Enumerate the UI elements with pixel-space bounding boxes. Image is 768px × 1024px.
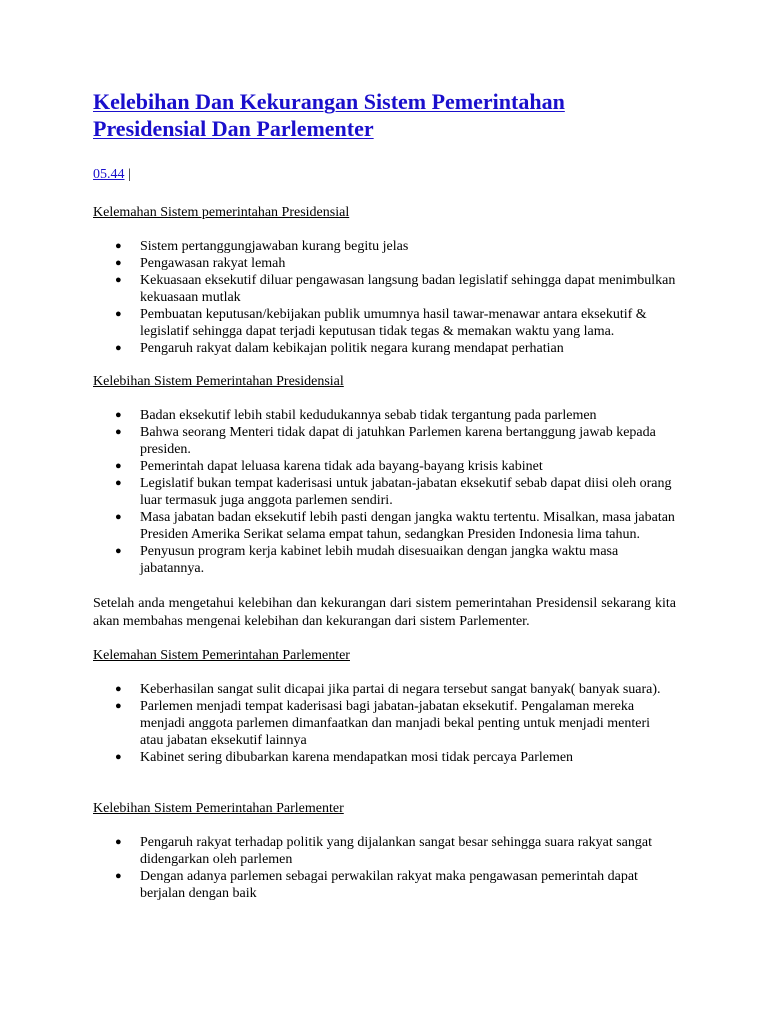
section-heading: Kelemahan Sistem pemerintahan Presidensial <box>93 205 350 220</box>
bullet-icon: ● <box>115 836 122 848</box>
list-item: ● Sistem pertanggungjawaban kurang begitu jelas <box>115 239 409 254</box>
title-link[interactable]: Kelebihan Dan Kekurangan Sistem Pemerintahan Presidensial Dan Parlementer <box>93 89 565 141</box>
list-item: ● Masa jabatan badan eksekutif lebih pasti dengan jangka waktu tertentu. Misalkan, masa jabatan Presiden Amerika Serikat selama empat tahun, sedangkan Presiden Indonesia lima tahun. <box>115 510 675 542</box>
bullet-icon: ● <box>115 342 122 354</box>
list-item: ● Pembuatan keputusan/kebijakan publik umumnya hasil tawar-menawar antara eksekutif & legislatif sehingga dapat terjadi keputusan tidak tegas & memakan waktu yang lama. <box>115 307 647 339</box>
section-heading: Kelebihan Sistem Pemerintahan Parlementer <box>93 801 344 816</box>
bullet-icon: ● <box>115 409 122 421</box>
section-kelebihan-presidensial <box>93 373 676 577</box>
list-item: ● Badan eksekutif lebih stabil kedudukannya sebab tidak tergantung pada parlemen <box>115 408 597 423</box>
bullet-list <box>93 238 676 357</box>
bullet-list <box>93 834 676 902</box>
bullet-icon: ● <box>115 426 122 438</box>
list-item: ● Pemerintah dapat leluasa karena tidak ada bayang-bayang krisis kabinet <box>115 459 543 474</box>
bullet-list <box>93 681 676 766</box>
list-item: ● Dengan adanya parlemen sebagai perwakilan rakyat maka pengawasan pemerintah dapat berjalan dengan baik <box>115 869 638 901</box>
section-kelemahan-presidensial <box>93 204 676 357</box>
bullet-icon: ● <box>115 545 122 557</box>
meta-separator: | <box>128 167 131 182</box>
bullet-icon: ● <box>115 511 122 523</box>
section-kelemahan-parlementer <box>93 647 676 766</box>
section-heading: Kelemahan Sistem Pemerintahan Parlementer <box>93 648 350 663</box>
page-title <box>93 88 676 142</box>
list-item: ● Pengawasan rakyat lemah <box>115 256 286 271</box>
section-heading: Kelebihan Sistem Pemerintahan Presidensial <box>93 374 344 389</box>
section-kelebihan-parlementer <box>93 800 676 902</box>
list-item: ● Keberhasilan sangat sulit dicapai jika partai di negara tersebut sangat banyak( banyak suara). <box>115 682 661 697</box>
transition-paragraph: Setelah anda mengetahui kelebihan dan kekurangan dari sistem pemerintahan Presidensil sekarang kita akan membahas mengenai kelebihan dan kekurangan dari sistem Parlementer. <box>93 596 676 629</box>
list-item: ● Kabinet sering dibubarkan karena mendapatkan mosi tidak percaya Parlemen <box>115 750 574 765</box>
bullet-icon: ● <box>115 683 122 695</box>
post-meta <box>93 166 676 184</box>
list-item: ● Pengaruh rakyat terhadap politik yang dijalankan sangat besar sehingga suara rakyat sangat didengarkan oleh parlemen <box>115 835 652 867</box>
list-item: ● Kekuasaan eksekutif diluar pengawasan langsung badan legislatif sehingga dapat menimbulkan kekuasaan mutlak <box>115 273 676 305</box>
list-item: ● Legislatif bukan tempat kaderisasi untuk jabatan-jabatan eksekutif sebab dapat diisi oleh orang luar termasuk juga anggota parlemen sendiri. <box>115 476 672 508</box>
list-item: ● Pengaruh rakyat dalam kebikajan politik negara kurang mendapat perhatian <box>115 341 564 356</box>
bullet-icon: ● <box>115 700 122 712</box>
bullet-icon: ● <box>115 460 122 472</box>
bullet-icon: ● <box>115 751 122 763</box>
post-time-link[interactable]: 05.44 <box>93 167 125 182</box>
bullet-icon: ● <box>115 257 122 269</box>
list-item: ● Penyusun program kerja kabinet lebih mudah disesuaikan dengan jangka waktu masa jabatannya. <box>115 544 619 576</box>
bullet-list <box>93 407 676 577</box>
bullet-icon: ● <box>115 477 122 489</box>
bullet-icon: ● <box>115 308 122 320</box>
bullet-icon: ● <box>115 274 122 286</box>
list-item: ● Parlemen menjadi tempat kaderisasi bagi jabatan-jabatan eksekutif. Pengalaman mereka menjadi anggota parlemen dimanfaatkan dan manjadi bekal penting untuk menjadi menteri atau jabatan eksekutif lainnya <box>115 699 651 748</box>
bullet-icon: ● <box>115 240 122 252</box>
list-item: ● Bahwa seorang Menteri tidak dapat di jatuhkan Parlemen karena bertanggung jawab kepada presiden. <box>115 425 656 457</box>
bullet-icon: ● <box>115 870 122 882</box>
